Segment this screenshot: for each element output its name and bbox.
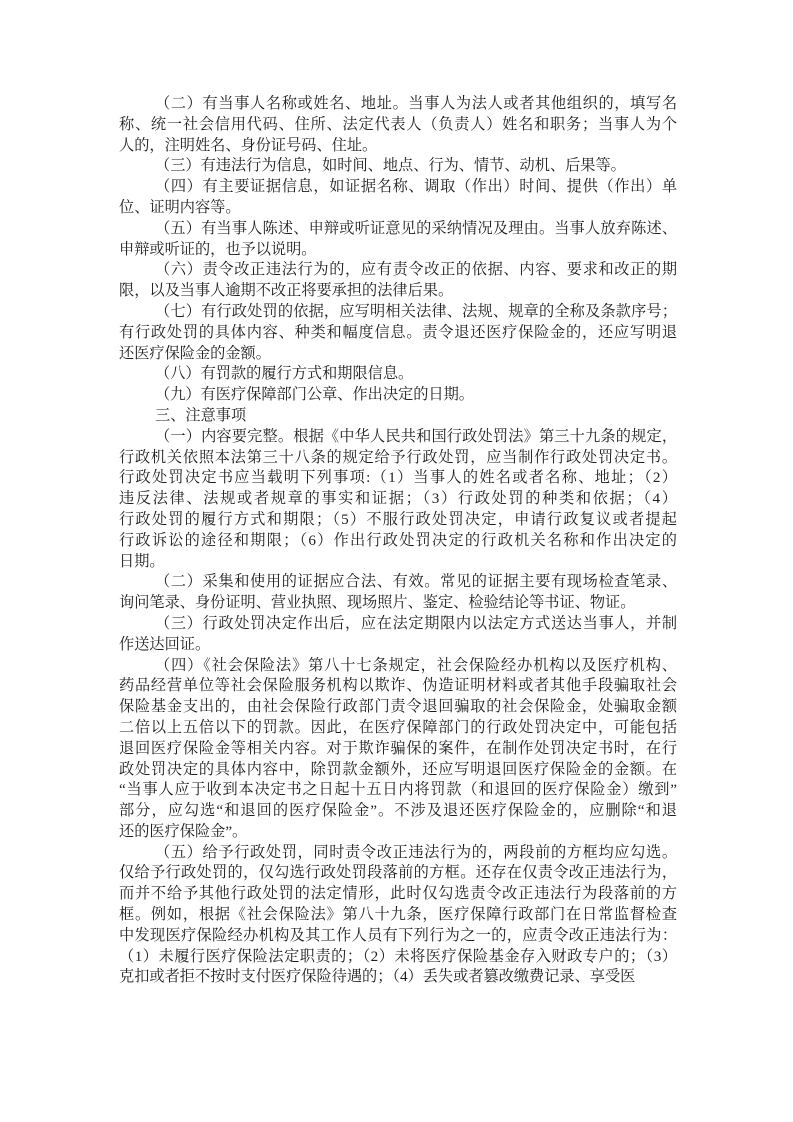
text-line: 作送达回证。 bbox=[119, 635, 211, 653]
text-line: 有行政处罚的具体内容、种类和幅度信息。责令退还医疗保险金的，还应写明退 bbox=[119, 323, 677, 341]
text-line: 框。例如，根据《社会保险法》第八十九条，医疗保障行政部门在日常监督检查 bbox=[119, 906, 677, 924]
text-line: 违反法律、法规或者规章的事实和证据；（3）行政处罚的种类和依据；（4） bbox=[119, 490, 677, 508]
paragraph-note-4 bbox=[119, 656, 677, 843]
text-line: 询问笔录、身份证明、营业执照、现场照片、鉴定、检验结论等书证、物证。 bbox=[119, 594, 636, 612]
paragraph-item-4 bbox=[119, 177, 677, 219]
paragraph-item-6 bbox=[119, 260, 677, 302]
paragraph-item-8 bbox=[119, 364, 677, 385]
text-line: 限，以及当事人逾期不改正将要承担的法律后果。 bbox=[119, 282, 454, 300]
paragraph-note-2 bbox=[119, 572, 677, 614]
text-line: （五）给予行政处罚，同时责令改正违法行为的，两段前的方框均应勾选。 bbox=[155, 843, 677, 861]
paragraph-note-1 bbox=[119, 427, 677, 573]
text-line: 行政诉讼的途径和期限；（6）作出行政处罚决定的行政机关名称和作出决定的 bbox=[119, 531, 677, 549]
paragraph-item-7 bbox=[119, 302, 677, 364]
text-line: 三、注意事项 bbox=[155, 406, 247, 424]
text-line: 退回医疗保险金等相关内容。对于欺诈骗保的案件，在制作处罚决定书时，在行 bbox=[119, 739, 677, 757]
text-line: （三）有违法行为信息，如时间、地点、行为、情节、动机、后果等。 bbox=[155, 157, 626, 175]
text-line: 部分，应勾选“和退回的医疗保险金”。不涉及退还医疗保险金的，应删除“和退 bbox=[119, 802, 677, 820]
document-body bbox=[119, 94, 677, 988]
text-line: （一）内容要完整。根据《中华人民共和国行政处罚法》第三十九条的规定， bbox=[155, 427, 677, 445]
text-line: （二）采集和使用的证据应合法、有效。常见的证据主要有现场检查笔录、 bbox=[155, 573, 677, 591]
text-line: （六）责令改正违法行为的，应有责令改正的依据、内容、要求和改正的期 bbox=[155, 261, 677, 279]
paragraph-item-2 bbox=[119, 94, 677, 156]
text-line: “当事人应于收到本决定书之日起十五日内将罚款（和退回的医疗保险金）缴到” bbox=[119, 781, 677, 799]
text-line: 中发现医疗保险经办机构及其工作人员有下列行为之一的，应责令改正违法行为： bbox=[119, 926, 677, 944]
text-line: 日期。 bbox=[119, 552, 165, 570]
paragraph-note-3 bbox=[119, 614, 677, 656]
text-line: （二）有当事人名称或姓名、地址。当事人为法人或者其他组织的，填写名 bbox=[155, 95, 677, 112]
text-line: 仅给予行政处罚的，仅勾选行政处罚段落前的方框。还存在仅责令改正违法行为， bbox=[119, 864, 677, 882]
text-line: 克扣或者拒不按时支付医疗保险待遇的；（4）丢失或者篡改缴费记录、享受医 bbox=[119, 968, 636, 986]
text-line: 还医疗保险金的金额。 bbox=[119, 344, 271, 362]
text-line: 位、证明内容等。 bbox=[119, 198, 241, 216]
paragraph-section-heading-3 bbox=[119, 406, 677, 427]
text-line: 二倍以上五倍以下的罚款。因此，在医疗保障部门的行政处罚决定中，可能包括 bbox=[119, 718, 677, 736]
text-line: 申辩或听证的，也予以说明。 bbox=[119, 240, 317, 258]
paragraph-item-3 bbox=[119, 156, 677, 177]
text-line: 保险基金支出的，由社会保险行政部门责令退回骗取的社会保险金，处骗取金额 bbox=[119, 698, 677, 716]
text-line: 行政处罚决定书应当载明下列事项:（1）当事人的姓名或者名称、地址；（2） bbox=[119, 469, 677, 487]
text-line: （九）有医疗保障部门公章、作出决定的日期。 bbox=[155, 386, 474, 404]
text-line: 行政机关依照本法第三十八条的规定给予行政处罚，应当制作行政处罚决定书。 bbox=[119, 448, 677, 466]
text-line: （四）《社会保险法》第八十七条规定，社会保险经办机构以及医疗机构、 bbox=[155, 656, 677, 674]
text-line: 而并不给予其他行政处罚的法定情形，此时仅勾选责令改正违法行为段落前的方 bbox=[119, 885, 677, 903]
text-line: （三）行政处罚决定作出后，应在法定期限内以法定方式送达当事人，并制 bbox=[155, 614, 677, 632]
text-line: 政处罚决定的具体内容中，除罚款金额外，还应写明退回医疗保险金的金额。在 bbox=[119, 760, 677, 778]
paragraph-note-5 bbox=[119, 843, 677, 989]
text-line: （四）有主要证据信息，如证据名称、调取（作出）时间、提供（作出）单 bbox=[155, 178, 677, 196]
text-line: （七）有行政处罚的依据，应写明相关法律、法规、规章的全称及条款序号； bbox=[155, 302, 677, 320]
text-line: 称、统一社会信用代码、住所、法定代表人（负责人）姓名和职务；当事人为个 bbox=[119, 115, 677, 133]
text-line: （1）未履行医疗保险法定职责的；（2）未将医疗保险基金存入财政专户的；（3） bbox=[119, 947, 677, 965]
text-line: （五）有当事人陈述、申辩或听证意见的采纳情况及理由。当事人放弃陈述、 bbox=[155, 219, 677, 237]
text-line: 人的，注明姓名、身份证号码、住址。 bbox=[119, 136, 378, 154]
text-line: 还的医疗保险金”。 bbox=[119, 822, 248, 840]
paragraph-item-9 bbox=[119, 385, 677, 406]
text-line: 行政处罚的履行方式和期限；（5）不服行政处罚决定，申请行政复议或者提起 bbox=[119, 510, 677, 528]
paragraph-item-5 bbox=[119, 219, 677, 261]
text-line: 药品经营单位等社会保险服务机构以欺诈、伪造证明材料或者其他手段骗取社会 bbox=[119, 677, 677, 695]
text-line: （八）有罚款的履行方式和期限信息。 bbox=[155, 365, 414, 383]
